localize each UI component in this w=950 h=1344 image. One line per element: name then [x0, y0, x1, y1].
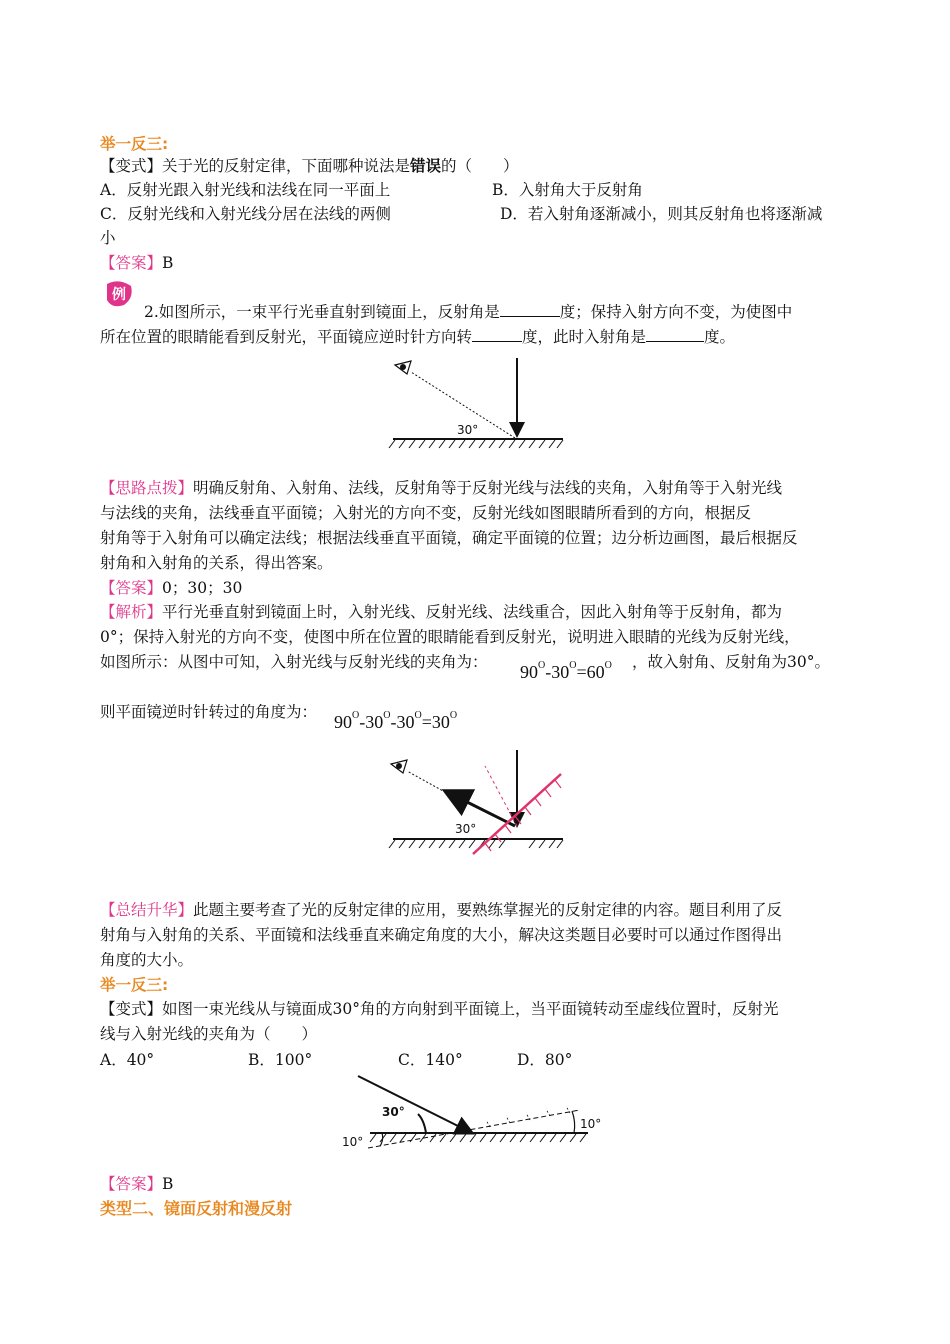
analysis-line4: 则平面镜逆时针转过的角度为： [100, 703, 318, 721]
answer-tag: 【答案】 [100, 579, 163, 597]
variant2-answer: 【答案】B [100, 1175, 174, 1193]
variant2-line1: 【变式】如图一束光线从与镜面成30°角的方向射到平面镜上，当平面镜转动至虚线位置时，反射光 [100, 1000, 779, 1018]
summary-line2: 射角与入射角的关系、平面镜和法线垂直来确定角度的大小，解决这类题目必要时可以通过作图得出 [100, 926, 783, 944]
variant-tag: 【变式】 [100, 1000, 163, 1018]
hint-line4: 射角和入射角的关系，得出答案。 [100, 554, 333, 572]
hint-line3: 射角等于入射角可以确定法线；根据法线垂直平面镜，确定平面镜的位置；边分析边画图，最后根据反 [100, 529, 798, 547]
analysis-line3a: 如图所示：从图中可知，入射光线与反射光线的夹角为： [100, 653, 488, 671]
option-b: B．100° [248, 1051, 313, 1069]
option-a: A．反射光跟入射光线和法线在同一平面上 [100, 181, 391, 199]
analysis-line2: 0°；保持入射光的方向不变，使图中所在位置的眼睛能看到反射光，说明进入眼睛的光线为反射光线， [100, 628, 800, 646]
hint-line2: 与法线的夹角，法线垂直平面镜；入射光的方向不变，反射光线如图眼睛所看到的方向，根据反 [100, 504, 752, 522]
analysis-line1: 【解析】平行光垂直射到镜面上时，入射光线、反射光线、法线重合，因此入射角等于反射角，都为 [100, 603, 783, 621]
angle-label: 30° [382, 1105, 405, 1119]
section-heading-practice: 举一反三: [100, 135, 169, 153]
example2-question-line1: 2.如图所示，一束平行光垂直射到镜面上，反射角是 度；保持入射方向不变，为使图中 [144, 300, 792, 324]
analysis-line3b: ，故入射角、反射角为30°。 [632, 653, 830, 671]
example2-answer: 【答案】0；30；30 [100, 579, 243, 597]
option-d-cont: 小 [100, 229, 116, 247]
option-d: D．80° [517, 1051, 573, 1069]
answer-tag: 【答案】 [100, 1175, 163, 1193]
section-heading-practice: 举一反三: [100, 976, 169, 994]
angle-label: 10° [580, 1117, 602, 1131]
example2-question-line2: 所在位置的眼睛能看到反射光，平面镜应逆时针方向转 度，此时入射角是 度。 [100, 325, 735, 349]
answer-blank[interactable] [646, 325, 704, 342]
option-b: B．入射角大于反射角 [492, 181, 643, 199]
figure-mirror-tilt [340, 1070, 620, 1160]
summary-line1: 【总结升华】此题主要考查了光的反射定律的应用，要熟练掌握光的反射定律的内容。题目利用了反 [100, 901, 783, 919]
equation-1: $90^O-30^O=60^O$ [520, 660, 612, 682]
figure-mirror-rotated [385, 744, 575, 856]
hint-tag: 【思路点拨】 [100, 479, 194, 497]
option-c: C．反射光线和入射光线分居在法线的两侧 [100, 205, 391, 223]
emphasis-wrong: 错误 [410, 156, 442, 175]
eye-icon [391, 760, 407, 773]
example-badge-icon [104, 280, 134, 308]
variant2-line2: 线与入射光线的夹角为（ ） [100, 1025, 318, 1043]
angle-label: 10° [342, 1135, 364, 1149]
option-c: C．140° [398, 1051, 463, 1069]
figure-mirror-perpendicular [385, 352, 575, 452]
variant-tag: 【变式】 [100, 157, 163, 175]
svg-text:例: 例 [112, 287, 126, 303]
option-a: A．40° [100, 1051, 155, 1069]
variant1-answer: 【答案】B [100, 254, 174, 272]
answer-blank[interactable] [500, 300, 560, 317]
type2-heading: 类型二、镜面反射和漫反射 [100, 1199, 293, 1218]
summary-tag: 【总结升华】 [100, 901, 194, 919]
eye-icon [395, 361, 411, 374]
angle-label: 30° [457, 423, 479, 437]
variant1-question: 【变式】关于光的反射定律，下面哪种说法是错误的（ ） [100, 156, 519, 175]
angle-label: 30° [455, 822, 477, 836]
option-d: D．若入射角逐渐减小，则其反射角也将逐渐减 [500, 205, 823, 223]
equation-2: $90^O-30^O-30^O=30^O$ [334, 710, 458, 732]
analysis-tag: 【解析】 [100, 603, 163, 621]
summary-line3: 角度的大小。 [100, 951, 194, 969]
answer-tag: 【答案】 [100, 254, 163, 272]
answer-blank[interactable] [472, 325, 522, 342]
hint-line1: 【思路点拨】明确反射角、入射角、法线，反射角等于反射光线与法线的夹角，入射角等于入射光线 [100, 479, 783, 497]
